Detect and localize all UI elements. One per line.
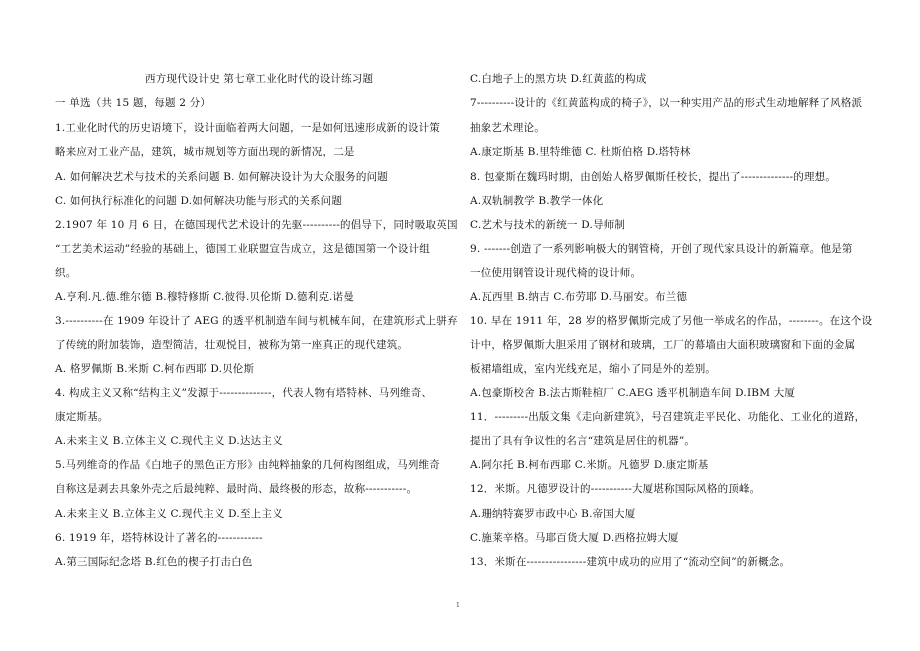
question-5-line-1: 5.马列维奇的作品《白地子的黑色正方形》由纯粹抽象的几何构图组成，马列维奇: [55, 459, 440, 471]
question-11-options: A.阿尔托 B.柯布西耶 C.米斯。凡德罗 D.康定斯基: [470, 459, 709, 471]
question-7-line-2: 抽象艺术理论。: [470, 122, 545, 134]
question-9-line-2: 一位使用钢管设计现代椅的设计师。: [470, 267, 642, 279]
question-9-line-1: 9. -------创造了一系列影响极大的钢管椅，开创了现代家具设计的新篇章。他是第: [470, 243, 853, 255]
question-4-options: A.未来主义 B.立体主义 C.现代主义 D.达达主义: [55, 435, 283, 447]
question-12-line-1: 12．米斯。凡德罗设计的-----------大厦堪称国际风格的顶峰。: [470, 483, 761, 495]
question-2-line-1: 2.1907 年 10 月 6 日，在德国现代艺术设计的先驱----------的倡导下，同时吸取英国: [55, 219, 458, 231]
document-title: 西方现代设计史 第七章工业化时代的设计练习题: [145, 73, 374, 85]
question-1-line-1: 1.工业化时代的历史语境下，设计面临着两大问题，一是如何迅速形成新的设计策: [55, 122, 440, 134]
question-11-line-2: 提出了具有争议性的名言“建筑是居住的机器”。: [470, 435, 696, 447]
question-1-options-ab: A. 如何解决艺术与技术的关系问题 B. 如何解决设计为大众服务的问题: [55, 171, 388, 183]
question-12-options-cd: C.施莱辛格。马耶百货大厦 D.西格拉姆大厦: [470, 532, 679, 544]
question-6-options-cd: C.白地子上的黑方块 D.红黄蓝的构成: [470, 73, 647, 85]
question-5-line-2: 自称这是剥去具象外壳之后最纯粹、最时尚、最终极的形态，故称-----------。: [55, 483, 418, 495]
question-8-options-ab: A.双轨制教学 B.教学一体化: [470, 195, 604, 207]
question-8-line-1: 8. 包豪斯在魏玛时期，由创始人格罗佩斯任校长，提出了--------------的理想。: [470, 171, 837, 183]
question-8-options-cd: C.艺术与技术的新统一 D.导师制: [470, 219, 626, 231]
question-4-line-1: 4. 构成主义又称“结构主义”发源于--------------，代表人物有塔特林、马列维奇、: [55, 387, 433, 399]
question-6-line-1: 6. 1919 年，塔特林设计了著名的------------: [55, 532, 263, 544]
question-10-line-2: 计中，格罗佩斯大胆采用了钢材和玻璃，工厂的幕墙由大面积玻璃窗和下面的金属: [470, 339, 856, 351]
question-2-line-3: 织。: [55, 267, 77, 279]
question-3-line-2: 了传统的附加装饰，造型简洁，壮观悦目，被称为第一座真正的现代建筑。: [55, 339, 409, 351]
question-12-options-ab: A.珊纳特赛罗市政中心 B.帝国大厦: [470, 508, 636, 520]
question-4-line-2: 康定斯基。: [55, 411, 109, 423]
question-2-line-2: “工艺美术运动”经验的基础上，德国工业联盟宣告成立，这是德国第一个设计组: [55, 243, 430, 255]
question-10-options: A.包豪斯校舍 B.法古斯鞋楦厂 C.AEG 透平机制造车间 D.IBM 大厦: [470, 387, 796, 399]
question-7-line-1: 7----------设计的《红黄蓝构成的椅子》，以一种实用产品的形式生动地解释了风格派: [470, 97, 863, 109]
question-3-options: A. 格罗佩斯 B.米斯 C.柯布西耶 D.贝伦斯: [55, 363, 255, 375]
question-10-line-3: 板裙墙组成，室内光线充足，缩小了同是外的差别。: [470, 363, 717, 375]
question-5-options: A.未来主义 B.立体主义 C.现代主义 D.至上主义: [55, 508, 283, 520]
question-3-line-1: 3.----------在 1909 年设计了 AEG 的透平机制造车间与机械车间，在建筑形式上骈弃: [55, 315, 458, 327]
question-6-options-ab: A.第三国际纪念塔 B.红色的楔子打击白色: [55, 556, 253, 568]
question-7-options: A.康定斯基 B.里特维德 C. 杜斯伯格 D.塔特林: [470, 146, 691, 158]
page-number: 1: [456, 602, 460, 609]
question-1-line-2: 略来应对工业产品，建筑，城市规划等方面出现的新情况，二是: [55, 146, 355, 158]
question-1-options-cd: C. 如何执行标准化的问题 D.如何解决功能与形式的关系问题: [55, 195, 343, 207]
question-13-line-1: 13．米斯在----------------建筑中成功的应用了“流动空间”的新概念。: [470, 556, 791, 568]
question-9-options: A.瓦西里 B.纳吉 C.布劳耶 D.马丽安。布兰德: [470, 291, 688, 303]
question-2-options: A.亨利.凡.德.维尔德 B.穆特修斯 C.彼得.贝伦斯 D.德利克.诺曼: [55, 291, 354, 303]
section-heading: 一 单选（共 15 题，每题 2 分）: [55, 97, 212, 109]
question-10-line-1: 10. 早在 1911 年，28 岁的格罗佩斯完成了另他一举成名的作品，--------。在这个设: [470, 315, 873, 327]
question-11-line-1: 11．---------出版文集《走向新建筑》，号召建筑走平民化、功能化、工业化的道路，: [470, 411, 866, 423]
